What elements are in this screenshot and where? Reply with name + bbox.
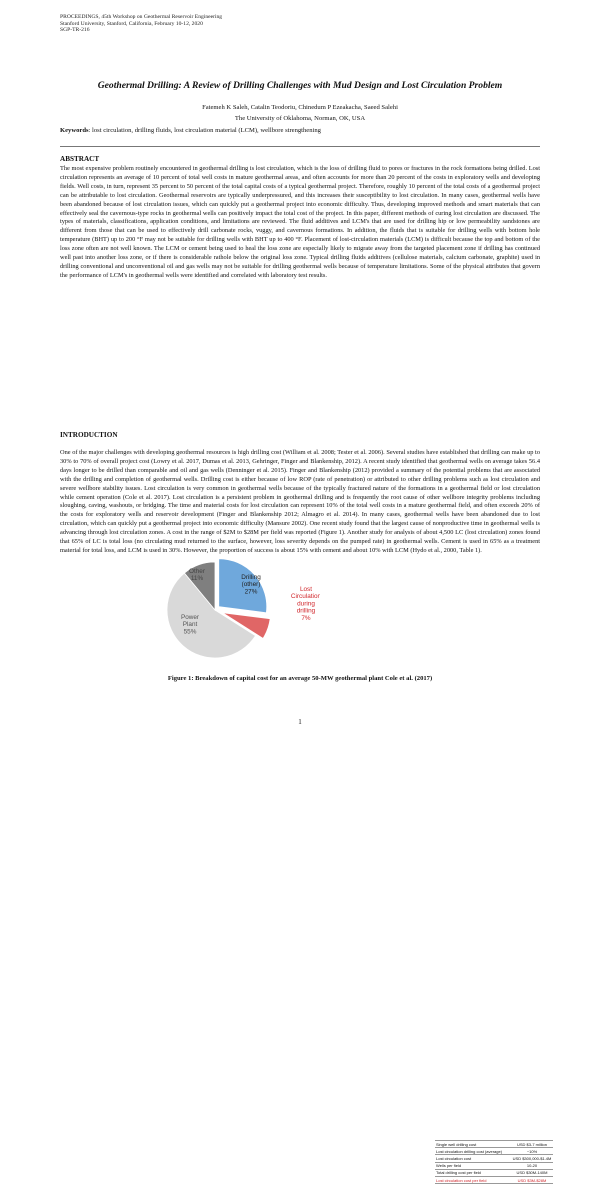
- introduction-heading: INTRODUCTION: [60, 431, 118, 439]
- keywords-text: : lost circulation, drilling fluids, lost circulation material (LCM), wellbore strengthening: [88, 127, 321, 134]
- cost-table-value: 10-20: [511, 1162, 553, 1169]
- cost-table-row: [435, 1176, 553, 1183]
- pie-label-lost-circulation-during-drilling: Lost Circulation during drilling 7%: [290, 586, 320, 622]
- affiliation: The University of Oklahoma, Norman, OK, USA: [234, 115, 366, 122]
- cost-table-value: ~10%: [511, 1148, 553, 1155]
- cost-table-row: [435, 1155, 553, 1162]
- cost-table-row: [435, 1169, 553, 1176]
- figure-caption: Figure 1: Breakdown of capital cost for an average 50-MW geothermal plant Cole et al. (2017): [167, 675, 433, 682]
- cost-table-value: USD $3-7 million: [511, 1141, 553, 1148]
- cost-table: [435, 1140, 553, 1184]
- header-line-3: SGP-TR-216: [60, 27, 90, 34]
- pie-label-other: Other 11%: [189, 568, 205, 583]
- keywords: [60, 127, 540, 134]
- keywords-label: Keywords: [60, 127, 89, 134]
- cost-table-value: USD $30M-140M: [511, 1169, 553, 1176]
- paper-title: Geothermal Drilling: A Review of Drilling Challenges with Mud Design and Lost Circulation Problem: [97, 80, 503, 91]
- cost-table-row: [435, 1141, 553, 1148]
- cost-table-value: USD $300,000-$1.4M: [512, 1155, 552, 1161]
- pie-label-drilling-other-: Drilling (other) 27%: [241, 574, 261, 596]
- cost-pie-chart: [120, 555, 320, 665]
- divider: [60, 146, 540, 147]
- cost-table-row: [435, 1148, 553, 1155]
- abstract-text: The most expensive problem routinely encountered in geothermal drilling is lost circulation, which is the loss of drilling fluid to pores or fractures in the rock formations being drilled. Lost circulation represents an average of 10 percent of total well costs in mature geothermal areas, and often accounts for more than 20 percent of the costs in exploratory wells and developing fields. Well costs, in turn, represent 35 percent to 50 percent of the total capital costs of a typical geothermal project. Therefore, roughly 10 percent of the total costs of a geothermal project can be attributable to lost circulation. Geothermal reservoirs are typically underpressured, and this increases their susceptibility to lost circulation. In many cases, geothermal wells have been abandoned because of lost circulation issues, which can quickly put a geothermal project into economic difficulty. Thus, developing improved methods and smart materials that can effectively seal the cavernous-type rocks in geothermal wells can positively impact the total cost of the project. In this paper, different methods of curing lost circulation are discussed. The types of materials, classifications, application conditions, and limitations are reviewed. The fluid additives and LCM's that are used for drilling hip or low permeability sandstones are different from those that can be used to effectively drill carbonate rocks, vuggy, and cavernous formations. In addition, the fluids that is suitable for drilling wells with bottom hole temperature (BHT) up to 200 °F may not be suitable for drilling wells with BHT up to 400 °F. Placement of lost-circulation materials (LCM) is difficult because the top and bottom of the loss zone often are not well known. The LCM or cement being used to heal the loss zone are especially likely to migrate away from the targeted placement zone if drilling has continued well past into another loss zone, or if there is considerable rathole below the original loss zone. Typical drilling fluids additives (cellulose materials, calcium carbonate, graphite) used in drilling conventional and unconventional oil and gas wells may not be suitable for drilling geothermal wells because of temperature limitations. Some of the physical attributes that govern the performance of LCM's in geothermal wells were identified and correlated with laboratory test results.: [60, 165, 540, 279]
- pie-label-power-plant: Power Plant 55%: [180, 614, 200, 636]
- abstract-heading: ABSTRACT: [60, 155, 100, 163]
- header-line-2: Stanford University, Stanford, California, February 10-12, 2020: [60, 20, 203, 27]
- cost-table-label: Single well drilling cost: [435, 1141, 511, 1148]
- cost-table-value: USD $3M-$28M: [511, 1176, 553, 1183]
- proceedings-header: [60, 14, 222, 34]
- introduction-text: One of the major challenges with developing geothermal resources is high drilling cost (William et al. 2008; Tester et al. 2006). Several studies have established that drilling can make up to 30% to 70% of overall project cost (Lowry et al. 2017, Dumas et al. 2013, Gehringer, Finger and Blankenship, 2012). A recent study identified that geothermal wells on average takes 56.4 days longer to be drilled than comparable and oil and gas wells (Denninger et al. 2015). Finger and Blankenship (2012) provided a summary of the potential problems that are associated with the drilling and completion of geothermal wells. Drilling cost is either because of low ROP (rate of penetration) or attributed to other drilling problems such as lost circulation and severe wellbore stability issues. Lost circulation is very common in geothermal wells because of the typically fractured nature of the formations in a geothermal field or lost circulation while cement operation (Cole et al. 2017). Lost circulation is a persistent problem in geothermal drilling and is frequently the root cause of other wellbore integrity problems including sloughing, caving, washouts, or bridging. The time and material costs for lost circulation can represent 10% of the total well costs in a mature geothermal field, and often exceeds 20% of the costs for exploratory wells and reservoir development (Finger and Blankenship 2012; Almagro et al. 2014). In many cases, geothermal wells have been abandoned due to lost circulation, which can quickly put a geothermal project into economic difficulty (Mansure 2002). One recent study found that the largest cause of nonproductive time in geothermal wells is advancing through lost circulation zones. A cost in the range of $2M to $28M per field was reported (Figure 1). Another study for analysis of about 4,500 LC (lost circulation) zones found that 65% of LC is total loss (no circulating mud returned to the surface, however, loss severity depends on the pumped rate) in geothermal wells. Cement is used in 65% as a treatment material for total loss, and LCM is used in 30%. However, the proportion of success is about 15% with cement and about 10% with LCM (Hydo et al., 2000, Table 1).: [60, 449, 540, 554]
- page-number: 1: [298, 718, 302, 726]
- cost-table-row: [435, 1162, 553, 1169]
- cost-table-label: Lost circulation cost per field: [435, 1176, 511, 1183]
- header-line-1: PROCEEDINGS, 45th Workshop on Geothermal Reservoir Engineering: [60, 14, 223, 20]
- cost-table-label: Wells per field: [435, 1162, 511, 1169]
- cost-table-label: Lost circulation cost: [435, 1155, 511, 1162]
- authors: Fatemeh K Saleh, Catalin Teodoriu, Chinedum P Ezeakacha, Saeed Salehi: [202, 104, 398, 111]
- cost-table-label: Total drilling cost per field: [435, 1169, 511, 1176]
- cost-table-label: Lost circulation drilling cost (average): [435, 1148, 511, 1155]
